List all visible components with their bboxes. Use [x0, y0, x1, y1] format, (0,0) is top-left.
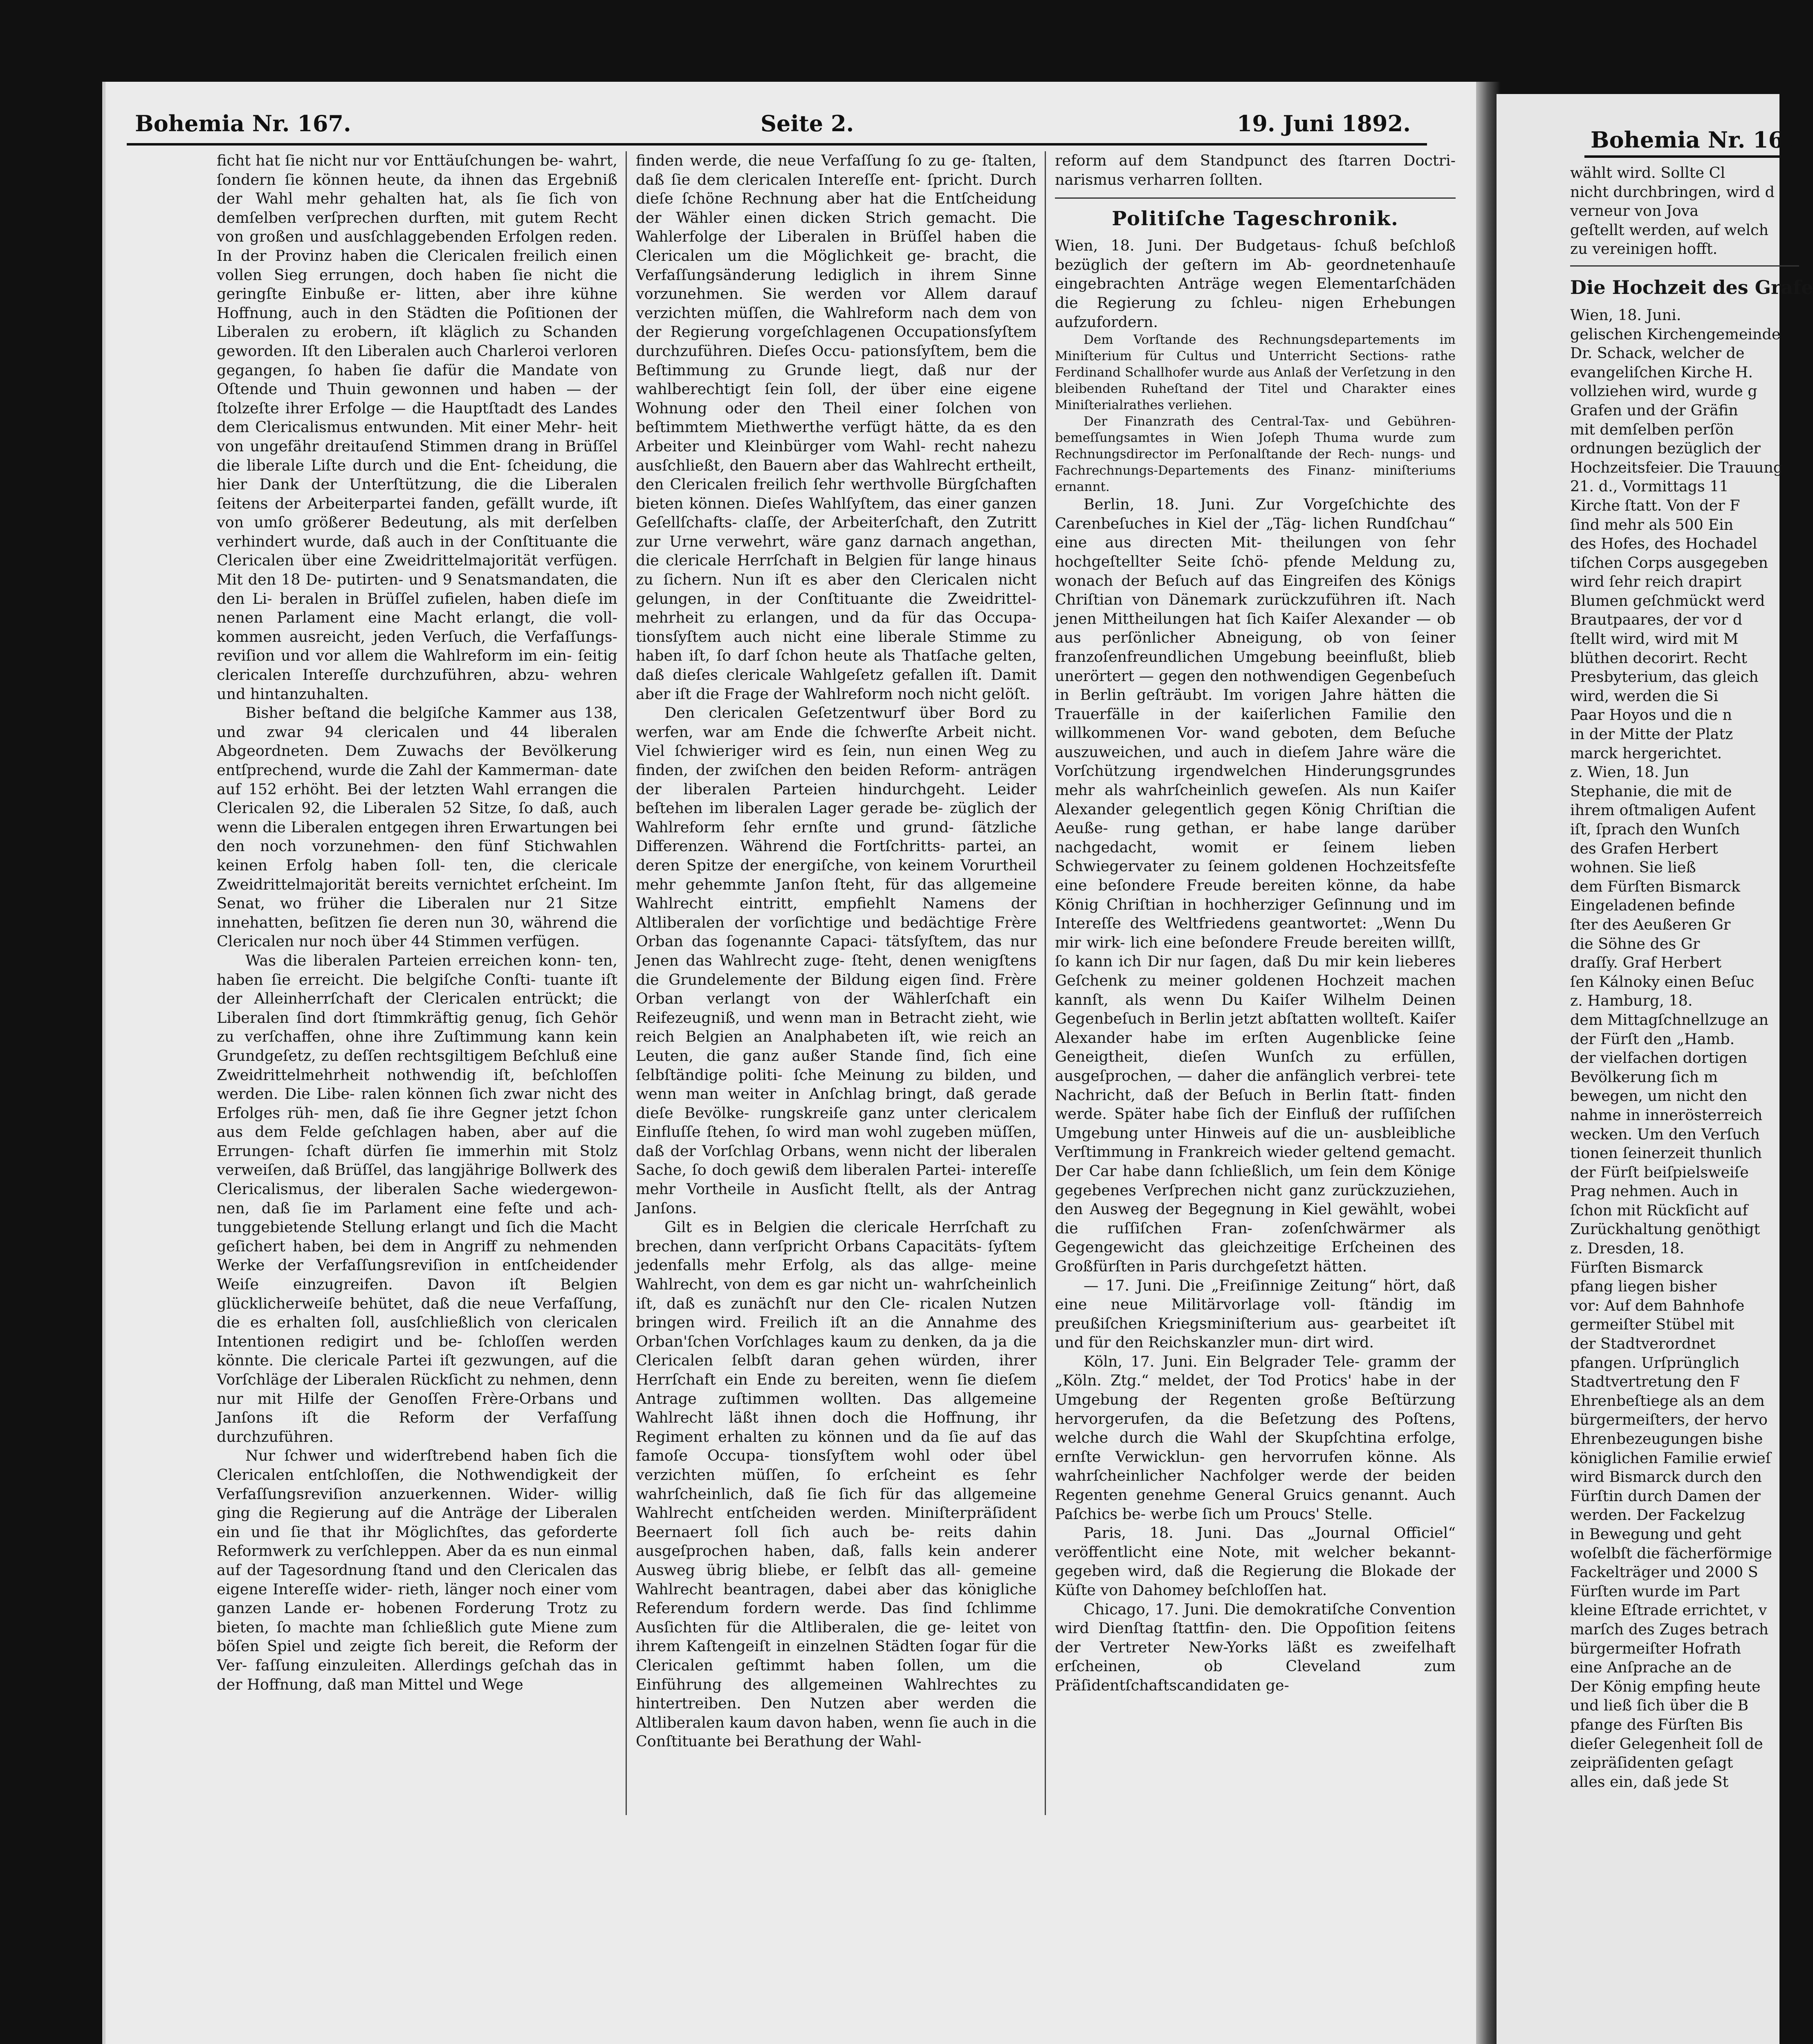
adjacent-line: mit demſelben perſön — [1570, 420, 1734, 438]
page-number: Seite 2. — [761, 110, 854, 137]
adjacent-section-rule — [1570, 265, 1799, 267]
adjacent-line: Bevölkerung ſich m — [1570, 1068, 1718, 1086]
adjacent-section-title: Die Hochzeit des Grafe — [1570, 276, 1813, 298]
adjacent-line: königlichen Familie erwieſ — [1570, 1449, 1771, 1467]
adjacent-line: Stadtvertretung den F — [1570, 1373, 1740, 1391]
adjacent-line: Fürſten wurde im Part — [1570, 1582, 1740, 1600]
news-item: Wien, 18. Juni. Der Budgetaus- ſchuß beſchloß bezüglich der geſtern im Ab- geordnetenhauſe eingebrachten Anträge wegen Elementarſchäden die Regierung zu ſchleu- nigen Erhebungen aufzufordern. — [1055, 237, 1456, 331]
adjacent-line: Zurückhaltung genöthigt — [1570, 1220, 1760, 1238]
adjacent-line: in der Mitte der Platz — [1570, 725, 1733, 743]
col3-continuation: reform auf dem Standpunct des ſtarren Doctri- narismus verharren ſollten. — [1055, 152, 1456, 188]
adjacent-lines — [1570, 306, 1799, 1791]
adjacent-line: der Fürſt den „Hamb. — [1570, 1030, 1735, 1048]
adjacent-line: iſt, ſprach den Wunſch — [1570, 820, 1740, 838]
masthead — [127, 110, 1427, 139]
adjacent-line: wohnen. Sie ließ — [1570, 858, 1696, 876]
adjacent-line: vor: Auf dem Bahnhofe — [1570, 1296, 1745, 1314]
adjacent-line: pfang liegen bisher — [1570, 1278, 1717, 1295]
adjacent-line: kleine Eſtrade errichtet, v — [1570, 1601, 1767, 1619]
adjacent-line: dem Mittagſchnellzuge an — [1570, 1011, 1769, 1029]
adjacent-line: germeiſter Stübel mit — [1570, 1316, 1734, 1334]
adjacent-line: dem Fürſten Bismarck — [1570, 877, 1740, 895]
adjacent-line: Brautpaares, der vor d — [1570, 611, 1743, 629]
news-item-small: Der Finanzrath des Central-Tax- und Gebühren- bemeſſungsamtes in Wien Joſeph Thuma wurde zum Rechnungsdirector im Perſonalſtande der Rech- nungs- und Fachrechnungs-Departements des Finanz- miniſteriums ernannt. — [1055, 414, 1456, 495]
section-rule — [1055, 197, 1456, 199]
adjacent-line: Fürſten Bismarck — [1570, 1258, 1703, 1276]
adjacent-line: Blumen geſchmückt werd — [1570, 592, 1765, 610]
adjacent-line: wecken. Um den Verſuch — [1570, 1125, 1760, 1143]
adjacent-line: des Hofes, des Hochadel — [1570, 535, 1757, 553]
adjacent-line: ſen Kálnoky einen Beſuc — [1570, 973, 1755, 991]
adjacent-line: bürgermeiſters, der hervo — [1570, 1411, 1768, 1429]
section-title: Politiſche Tageschronik. — [1112, 207, 1399, 231]
adjacent-line: die Söhne des Gr — [1570, 935, 1700, 953]
adjacent-line: pfange des Fürſten Bis — [1570, 1715, 1743, 1733]
column-2 — [636, 151, 1037, 1751]
adjacent-line: zu vereinigen hofft. — [1570, 240, 1718, 258]
adjacent-line: nahme in innerösterreich — [1570, 1106, 1763, 1124]
adjacent-line: blüthen decorirt. Recht — [1570, 649, 1747, 667]
adjacent-line: nicht durchbringen, wird d — [1570, 183, 1775, 201]
adjacent-line: der vielfachen dortigen — [1570, 1049, 1748, 1067]
adjacent-line: tiſchen Corps ausgegeben — [1570, 554, 1768, 572]
adjacent-line: Prag nehmen. Auch in — [1570, 1182, 1738, 1200]
adjacent-line: Ehrenbezeugungen bishe — [1570, 1430, 1763, 1448]
column-3 — [1055, 151, 1456, 1695]
adjacent-line: in Bewegung und geht — [1570, 1525, 1741, 1543]
adjacent-line: verneur von Jova — [1570, 202, 1699, 220]
col2-paragraph: Den clericalen Geſetzentwurf über Bord zu werfen, war am Ende die ſchwerſte Arbeit nicht. Viel ſchwieriger wird es ſein, nun einen Weg zu finden, der zwiſchen den beiden Reform- anträgen der liberalen Parteien hindurchgeht. Leider beſtehen im liberalen Lager gerade be- züglich der Wahlreform ſehr ernſte und grund- ſätzliche Differenzen. Während die Fortſchritts- partei, an deren Spitze der energiſche, von keinem Vorurtheil mehr gehemmte Janſon ſteht, für das allgemeine Wahlrecht eintritt, empfiehlt Namens der Altliberalen der vorſichtige und bedächtige Frère Orban das ſogenannte Capaci- tätsſyſtem, das nur Jenen das Wahlrecht zuge- ſteht, denen wenigſtens die Grundelemente der Bildung eigen ſind. Frère Orban verlangt von der Wählerſchaft ein Reifezeugniß, und wenn man in Betracht zieht, wie reich Belgien an Analphabeten iſt, wie reich an Leuten, die ganz außer Stande ſind, ſich eine ſelbſtändige politi- ſche Meinung zu bilden, und wenn man weiter in Anſchlag bringt, daß gerade dieſe Bevölke- rungskreiſe ganz unter clericalem Einfluſſe ſtehen, ſo wird man wohl zugeben müſſen, daß der Vorſchlag Orbans, wenn nicht der liberalen Sache, ſo doch gewiß dem liberalen Partei- intereſſe mehr Vortheile in Ausſicht ſtellt, als der Antrag Janſons. — [636, 704, 1037, 1217]
adjacent-line: der Fürſt beiſpielsweiſe — [1570, 1163, 1749, 1181]
adjacent-line: wird, werden die Si — [1570, 687, 1719, 705]
adjacent-line: des Grafen Herbert — [1570, 839, 1718, 857]
col1-paragraph: Was die liberalen Parteien erreichen konn- ten, haben ſie erreicht. Die belgiſche Conſti- tuante iſt der Alleinherrſchaft der Clericalen entrückt; die Liberalen ſind dort ſtimmkräftig genug, ſich Gehör zu verſchaffen, ohne ihre Zuſtimmung kann kein Grundgeſetz, zu deſſen rechtsgiltigem Beſchluß eine Zweidrittelmehrheit nothwendig iſt, beſchloſſen werden. Die Libe- ralen können ſich zwar nicht des Erfolges rüh- men, daß ſie ihre Gegner jetzt ſchon aus dem Felde geſchlagen haben, aber auf die Errungen- ſchaft dürfen ſie immerhin mit Stolz verweiſen, daß Brüſſel, das langjährige Bollwerk des Clericalismus, der liberalen Sache wiedergewon- nen, daß ſie im Parlament eine feſte und ach- tunggebietende Stellung erlangt und ſich die Macht geſichert haben, bei dem in Angriff zu nehmenden Werke der Verfaſſungsreviſion in entſcheidender Weiſe einzugreifen. Davon iſt Belgien glücklicherweiſe behütet, daß die neue Verfaſſung, die es erhalten ſoll, ausſchließlich von clericalen Intentionen redigirt und be- ſchloſſen werden könnte. Die clericale Partei iſt gezwungen, auf die Vorſchläge der Liberalen Rückſicht zu nehmen, denn nur mit Hilfe der Genoſſen Frère-Orbans und Janſons iſt die Reform der Verfaſſung durchzuführen. — [217, 951, 617, 1446]
adjacent-line: Eingeladenen befinde — [1570, 896, 1735, 914]
adjacent-line: bürgermeiſter Hofrath — [1570, 1639, 1741, 1657]
adjacent-line: z. Hamburg, 18. — [1570, 992, 1693, 1010]
news-item: — 17. Juni. Die „Freiſinnige Zeitung“ hört, daß eine neue Militärvorlage voll- ſtändig im preußiſchen Kriegsminiſterium aus- gearbeitet iſt und für den Reichskanzler mun- dirt wird. — [1055, 1276, 1456, 1351]
adjacent-line: evangeliſchen Kirche H. — [1570, 363, 1753, 381]
masthead-title: Bohemia Nr. 167. — [135, 110, 351, 137]
adjacent-line: marſch des Zuges betrach — [1570, 1620, 1769, 1638]
adjacent-masthead-rule — [1584, 155, 1789, 158]
adjacent-line: Hochzeitsfeier. Die Trauung — [1570, 458, 1783, 476]
adjacent-line: Wien, 18. Juni. — [1570, 306, 1681, 324]
col2-paragraph: finden werde, die neue Verfaſſung ſo zu ge- ſtalten, daß ſie dem clericalen Intereſſe ent- ſpricht. Durch dieſe ſchöne Rechnung aber hat die Entſcheidung der Wähler einen dicken Strich gemacht. Die Wahlerfolge der Liberalen in Brüſſel haben die Clericalen um die Möglichkeit ge- bracht, die Verfaſſungsänderung lediglich in ihrem Sinne vorzunehmen. Sie werden vor Allem darauf verzichten müſſen, die Wahlreform nach dem von der Regierung vorgeſchlagenen Occupationsſyſtem durchzuführen. Dieſes Occu- pationsſyſtem, bem die Beſtimmung zu Grunde liegt, daß nur der wahlberechtigt ſein ſoll, der über eine eigene Wohnung oder den Theil einer ſolchen von beſtimmtem Miethwerthe verfügt hätte, da es den Arbeiter und Kleinbürger vom Wahl- recht nahezu ausſchließt, den Bauern aber das Wahlrecht ertheilt, den Clericalen freilich ſehr werthvolle Bürgſchaften bieten können. Dieſes Wahlſyſtem, das einer ganzen Geſellſchafts- claſſe, der Arbeiterſchaft, den Zutritt zur Urne verwehrt, wäre ganz darnach angethan, die clericale Herrſchaft in Belgien für lange hinaus zu ſichern. Nun iſt es aber den Clericalen nicht gelungen, in der Conſtituante die Zweidrittel- mehrheit zu erlangen, und da für das Occupa- tionsſyſtem auch nicht eine liberale Stimme zu haben iſt, ſo darf ſchon heute als Thatſache gelten, daß dieſes clericale Wahlgeſetz gefallen iſt. Damit aber iſt die Frage der Wahlreform noch nicht gelöſt. — [636, 152, 1037, 703]
adjacent-line: ſind mehr als 500 Ein — [1570, 515, 1734, 533]
col2-paragraph: Gilt es in Belgien die clericale Herrſchaft zu brechen, dann verſpricht Orbans Capacitäts- ſyſtem jedenfalls mehr Erfolg, als das allge- meine Wahlrecht, von dem es gar nicht un- wahrſcheinlich iſt, daß es zunächſt nur den Cle- ricalen Nutzen bringen wird. Freilich iſt an die Annahme des Orban'ſchen Vorſchlages kaum zu denken, da ja die Clericalen ſelbſt daran gehen würden, ihrer Herrſchaft ein Ende zu bereiten, wenn ſie dieſem Antrage zuſtimmen wollten. Das allgemeine Wahlrecht läßt ihnen doch die Hoffnung, ihr Regiment erhalten zu können und da ſie auf das famoſe Occupa- tionsſyſtem wohl oder übel verzichten müſſen, ſo erſcheint es ſehr wahrſcheinlich, daß ſie ſich für das allgemeine Wahlrecht entſcheiden werden. Miniſterpräſident Beernaert ſoll ſich auch be- reits dahin ausgeſprochen haben, daß, falls kein anderer Ausweg übrig bliebe, er ſelbſt das all- gemeine Wahlrecht beantragen, dabei aber das königliche Referendum fordern werde. Das ſind ſchlimme Ausſichten für die Altliberalen, die ge- leitet von ihrem Kaſtengeiſt in einzelnen Städten ſogar für die Clericalen geſtimmt haben ſollen, um die Einführung des allgemeinen Wahlrechtes zu hintertreiben. Den Nutzen aber werden die Altliberalen kaum davon haben, wenn ſie auch in die Conſtituante bei Berathung der Wahl- — [636, 1218, 1037, 1750]
adjacent-line: Presbyterium, das gleich — [1570, 668, 1759, 686]
news-item: Köln, 17. Juni. Ein Belgrader Tele- gramm der „Köln. Ztg.“ meldet, der Tod Protics' habe in der Umgebung der Regenten große Beſtürzung hervorgerufen, da die Beſetzung des Poſtens, welche durch die Wahl der Skupſchtina erfolge, ernſte Verwicklun- gen hervorrufen könne. Als wahrſcheinlicher Nachfolger werde der beiden Regenten genehme General Gruics genannt. Auch Paſchics be- werbe ſich um Proucs' Stelle. — [1055, 1352, 1456, 1523]
adjacent-line: gelischen Kirchengemeinde — [1570, 325, 1781, 343]
adjacent-line: wird ſehr reich drapirt — [1570, 573, 1742, 591]
adjacent-line: marck hergerichtet. — [1570, 744, 1722, 762]
adjacent-line: Stephanie, die mit de — [1570, 782, 1732, 800]
masthead-rule — [127, 143, 1427, 146]
adjacent-line: Ehrenbeſtiege als an dem — [1570, 1392, 1765, 1410]
col1-paragraph: ficht hat ſie nicht nur vor Enttäuſchungen be- wahrt, ſondern ſie können heute, da ihnen das Ergebniß der Wahl mehr gehalten hat, als ſie ſich von demſelben verſprechen durften, mit gutem Recht von großen und ausſchlaggebenden Erfolgen reden. In der Provinz haben die Clericalen freilich einen vollen Sieg errungen, doch haben ſie nicht die geringſte Einbuße er- litten, aber ihre kühne Hoffnung, auch in den Städten die Poſitionen der Liberalen zu erobern, iſt kläglich zu Schanden geworden. Iſt den Liberalen auch Charleroi verloren gegangen, ſo haben ſie dafür die Mandate von Oſtende und Thuin gewonnen und haben — der ſtolzeſte ihrer Erfolge — die Hauptſtadt des Landes dem Clericalismus entwunden. Mit einer Mehr- heit von ungefähr dreitauſend Stimmen drang in Brüſſel die liberale Liſte durch und die Ent- ſcheidung, die hier Dank der Unterſtützung, die die Liberalen ſeitens der Arbeiterpartei fanden, gefällt wurde, iſt von umſo größerer Bedeutung, als mit derſelben verhindert wurde, daß auch in der Conſtituante die Clericalen über eine Zweidrittelmajorität verfügen. Mit den 18 De- putirten- und 9 Senatsmandaten, die den Li- beralen in Brüſſel zufielen, haben dieſe im nenen Parlament eine Macht erlangt, die voll- kommen ausreicht, jeden Verſuch, die Verfaſſungs- reviſion und vor allem die Wahlreform im ein- ſeitig clericalen Intereſſe durchzuführen, abzu- wehren und hintanzuhalten. — [217, 152, 617, 703]
news-item-small: Dem Vorſtande des Rechnungsdepartements im Miniſterium für Cultus und Unterricht Sections- rathe Ferdinand Schallhofer wurde aus Anlaß der Verſetzung in den bleibenden Ruheſtand der Titel und Charakter eines Miniſterialrathes verliehen. — [1055, 332, 1456, 413]
adjacent-line: draſſy. Graf Herbert — [1570, 954, 1722, 972]
adjacent-line: eine Anſprache an de — [1570, 1659, 1732, 1676]
adjacent-line: Kirche ſtatt. Von der F — [1570, 496, 1740, 514]
adjacent-column — [1570, 164, 1813, 1791]
issue-date: 19. Juni 1892. — [1236, 110, 1411, 137]
news-item: Chicago, 17. Juni. Die demokratiſche Convention wird Dienſtag ſtattfin- den. Die Oppoſition ſeitens der Vertreter New-Yorks läßt es zweifelhaft erſcheinen, ob Cleveland zum Präſidentſchaftscandidaten ge- — [1055, 1600, 1456, 1694]
column-divider — [1045, 151, 1046, 1815]
adjacent-line: vollziehen wird, wurde g — [1570, 382, 1757, 400]
col1-paragraph: Bisher beſtand die belgiſche Kammer aus 138, und zwar 94 clericalen und 44 liberalen Abgeordneten. Dem Zuwachs der Bevölkerung entſprechend, wurde die Zahl der Kammerman- date auf 152 erhöht. Bei der letzten Wahl errangen die Clericalen 92, die Liberalen 52 Sitze, ſo daß, auch wenn die Liberalen entgegen ihren Erwartungen bei den noch vorzunehmen- den fünf Stichwahlen keinen Erfolg haben ſoll- ten, die clericale Zweidrittelmajorität bereits vernichtet erſcheint. Im Senat, wo früher die Liberalen nur 21 Sitze innehatten, beſitzen ſie deren nun 30, während die Clericalen nur noch über 44 Stimmen verfügen. — [217, 704, 617, 950]
adjacent-line: Fürſtin durch Damen der — [1570, 1487, 1761, 1505]
adjacent-line: wird Bismarck durch den — [1570, 1468, 1762, 1486]
adjacent-line: ſter des Aeußeren Gr — [1570, 915, 1731, 933]
adjacent-line: bewegen, um nicht den — [1570, 1087, 1748, 1105]
adjacent-line: werden. Der Fackelzug — [1570, 1506, 1746, 1524]
adjacent-line: dieſer Gelegenheit ſoll de — [1570, 1735, 1763, 1753]
news-item: Paris, 18. Juni. Das „Journal Officiel“ veröffentlicht eine Note, mit welcher bekannt- gegeben wird, daß die Regierung die Blokade der Küſte von Dahomey beſchloſſen hat. — [1055, 1524, 1456, 1599]
adjacent-line: Grafen und der Gräfin — [1570, 401, 1738, 419]
adjacent-line: Der König empfing heute — [1570, 1677, 1761, 1695]
adjacent-line: geſtellt werden, auf welch — [1570, 221, 1769, 239]
adjacent-line: und ließ ſich über die B — [1570, 1697, 1749, 1715]
newspaper-page — [102, 82, 1476, 2044]
column-1 — [217, 151, 617, 1694]
adjacent-masthead: Bohemia Nr. 167 — [1591, 127, 1799, 153]
adjacent-line: z. Wien, 18. Jun — [1570, 763, 1689, 781]
adjacent-line: der Stadtverordnet — [1570, 1335, 1716, 1353]
adjacent-line: ſtellt wird, wird mit M — [1570, 630, 1739, 648]
adjacent-page — [1497, 94, 1813, 2044]
col1-paragraph: Nur ſchwer und widerſtrebend haben ſich die Clericalen entſchloſſen, die Nothwendigkeit der Verfaſſungsreviſion anzuerkennen. Wider- willig ging die Regierung auf die Anträge der Liberalen ein und ſie that ihr Möglichſtes, das geforderte Reformwerk zu verſchleppen. Aber da es nun einmal auf der Tagesordnung ſtand und den Clericalen das eigene Intereſſe wider- rieth, länger noch einer vom ganzen Lande er- hobenen Forderung Trotz zu bieten, ſo machte man ſchließlich gute Miene zum böſen Spiel und zeigte ſich bereit, die Reform der Ver- faſſung einzuleiten. Allerdings geſchah das in der Hoffnung, daß man Mittel und Wege — [217, 1447, 617, 1693]
adjacent-line: ſchon mit Rückſicht auf — [1570, 1201, 1748, 1219]
adjacent-line: alles ein, daß jede St — [1570, 1773, 1729, 1791]
column-divider — [626, 151, 627, 1815]
adjacent-line: zeipräſidenten geſagt — [1570, 1754, 1733, 1772]
adjacent-line: woſelbſt die fächerförmige — [1570, 1544, 1772, 1562]
adjacent-line: Dr. Schack, welcher de — [1570, 344, 1745, 362]
adjacent-line: tionen ſeinerzeit thunlich — [1570, 1144, 1762, 1162]
news-item: Berlin, 18. Juni. Zur Vorgeſchichte des Carenbeſuches in Kiel der „Täg- lichen Rundſchau“ eine aus directen Mit- theilungen von ſehr hochgeſtellter Seite ſchö- pfende Meldung zu, wonach der Beſuch auf das Eingreifen des Königs Chriſtian von Dänemark zurückzuführen iſt. Nach jenen Mittheilungen hat ſich Kaiſer Alexander — ob aus perſönlicher Abneigung, ob von ſeiner franzoſenfreundlichen Umgebung beeinflußt, blieb unerörtert — gegen den nothwendigen Gegenbeſuch in Berlin geſträubt. Im vorigen Jahre hätten die Trauerfälle in der kaiſerlichen Familie den willkommenen Vor- wand geboten, dem Beſuche auszuweichen, und auch in dieſem Jahre wäre die Vorſchützung irgendwelchen Hinderungsgrundes mehr als wahrſcheinlich geweſen. Als nun Kaiſer Alexander gelegentlich gegen König Chriſtian die Aeuße- rung gethan, er habe lange darüber nachgedacht, womit er ſeinem lieben Schwiegervater zu ſeinem goldenen Hochzeitsfeſte eine beſondere Freude bereiten könne, da habe König Chriſtian in hochherziger Geſinnung und im Intereſſe des Weltfriedens geantwortet: „Wenn Du mir wirk- lich eine beſondere Freude bereiten willſt, ſo kann ich Dir nur ſagen, daß Du mir kein lieberes Geſchenk zu meiner goldenen Hochzeit machen kannſt, als wenn Du Kaiſer Wilhelm Deinen Gegenbeſuch in Berlin jetzt abſtatten wollteſt. Kaiſer Alexander habe im erſten Augenblicke ſeine Geneigtheit, dieſen Wunſch zu erfüllen, ausgeſprochen, — daher die anfänglich verbrei- tete Nachricht, daß der Beſuch in Berlin ſtatt- finden werde. Später habe ſich der Einfluß der ruſſiſchen Umgebung unter Hinweis auf die un- ausbleibliche Verſtimmung in Frankreich wieder geltend gemacht. Der Car habe dann ſchließlich, um ſein dem Könige gegebenes Verſprechen nicht ganz zurückzuziehen, den Ausweg der Begegnung in Kiel gewählt, wobei die ruſſiſchen Fran- zoſenſchwärmer als Gegengewicht das gleichzeitige Erſcheinen des Großfürſten in Paris durchgeſetzt hätten. — [1055, 495, 1456, 1275]
adjacent-line: Fackelträger und 2000 S — [1570, 1563, 1758, 1581]
adjacent-line: ordnungen bezüglich der — [1570, 439, 1761, 457]
adjacent-line: Paar Hoyos und die n — [1570, 706, 1732, 724]
adjacent-line: 21. d., Vormittags 11 — [1570, 477, 1729, 495]
adjacent-line: wählt wird. Sollte Cl — [1570, 164, 1725, 182]
adjacent-line: z. Dresden, 18. — [1570, 1239, 1685, 1257]
adjacent-line: pfangen. Urſprünglich — [1570, 1354, 1740, 1372]
adjacent-line: ihrem oſtmaligen Aufent — [1570, 801, 1756, 819]
